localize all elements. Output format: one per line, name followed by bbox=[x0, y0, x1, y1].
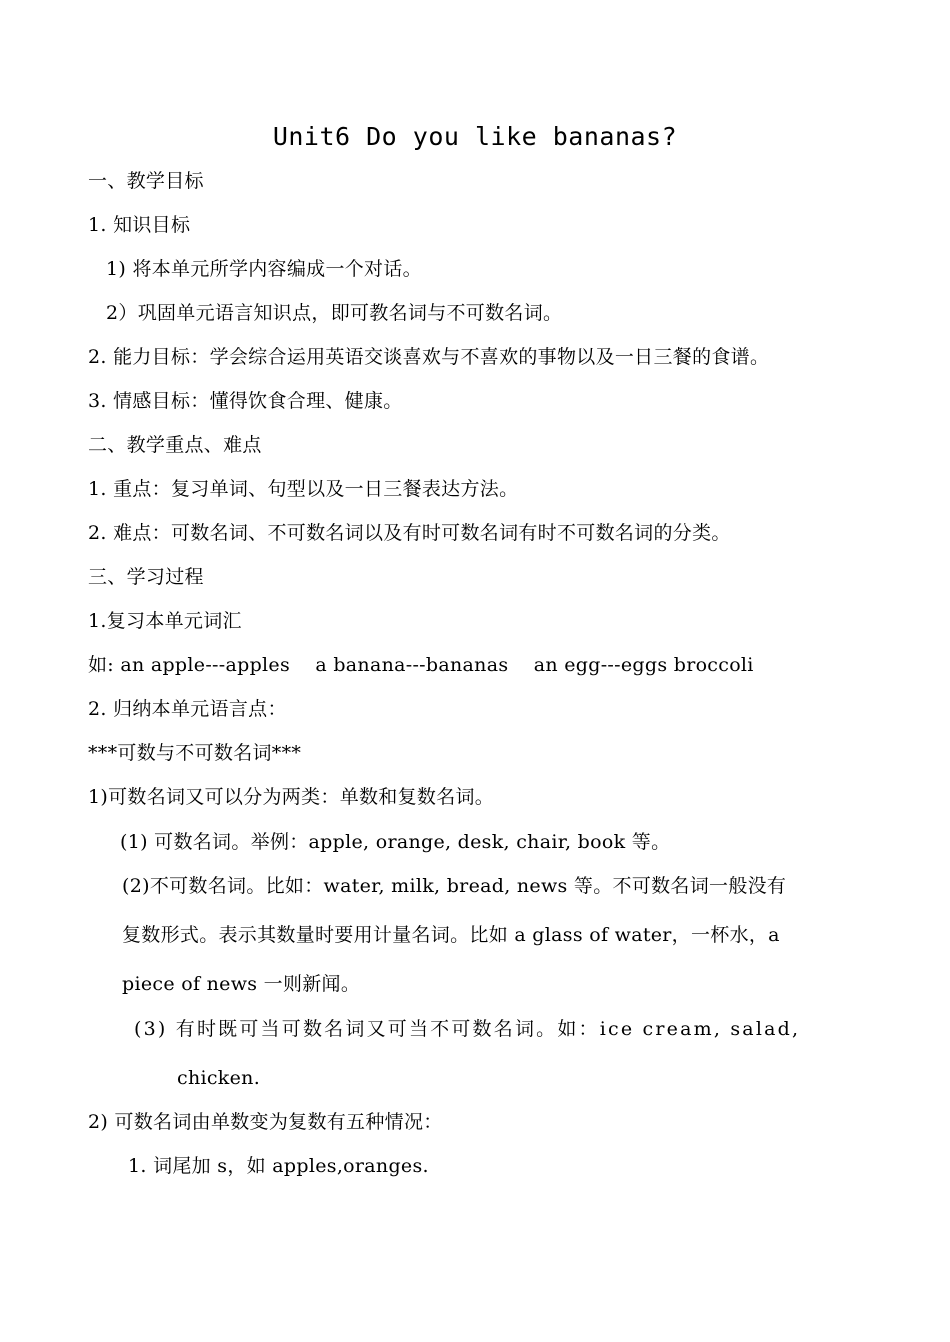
uncountable-noun-line-3: piece of news 一则新闻。 bbox=[122, 973, 361, 995]
emotion-objective: 3. 情感目标：懂得饮食合理、健康。 bbox=[88, 390, 403, 412]
section-heading-key-points: 二、教学重点、难点 bbox=[88, 434, 262, 456]
both-noun-line-2: chicken. bbox=[177, 1067, 261, 1089]
uncountable-noun-line-1: (2)不可数名词。比如：water, milk, bread, news 等。不可数名词一般没有 bbox=[122, 875, 787, 897]
plural-rule-1: 1. 词尾加 s，如 apples,oranges. bbox=[128, 1155, 429, 1177]
uncountable-noun-line-2: 复数形式。表示其数量时要用计量名词。比如 a glass of water，一杯水，a bbox=[122, 924, 780, 946]
countable-noun-types: 1)可数名词又可以分为两类：单数和复数名词。 bbox=[88, 786, 495, 808]
ability-objective: 2. 能力目标：学会综合运用英语交谈喜欢与不喜欢的事物以及一日三餐的食谱。 bbox=[88, 346, 770, 368]
difficult-point: 2. 难点：可数名词、不可数名词以及有时可数名词有时不可数名词的分类。 bbox=[88, 522, 731, 544]
knowledge-objective-item-2: 2）巩固单元语言知识点，即可教名词与不可数名词。 bbox=[106, 302, 563, 324]
key-point: 1. 重点：复习单词、句型以及一日三餐表达方法。 bbox=[88, 478, 519, 500]
language-points-heading: 2. 归纳本单元语言点： bbox=[88, 698, 287, 720]
knowledge-objective-item-1: 1) 将本单元所学内容编成一个对话。 bbox=[106, 258, 422, 280]
knowledge-objective-heading: 1. 知识目标 bbox=[88, 214, 191, 236]
both-noun-line-1: (3) 有时既可当可数名词又可当不可数名词。如：ice cream, salad, bbox=[134, 1018, 801, 1040]
countable-uncountable-heading: ***可数与不可数名词*** bbox=[88, 742, 302, 764]
document-title: Unit6 Do you like bananas? bbox=[272, 122, 678, 151]
section-heading-objectives: 一、教学目标 bbox=[88, 170, 204, 192]
countable-noun-examples: (1) 可数名词。举例：apple, orange, desk, chair, book 等。 bbox=[120, 831, 671, 853]
vocabulary-examples: 如: an apple---apples a banana---bananas an egg---eggs broccoli bbox=[88, 654, 754, 676]
section-heading-process: 三、学习过程 bbox=[88, 566, 204, 588]
vocabulary-review-heading: 1.复习本单元词汇 bbox=[88, 610, 242, 632]
plural-rules-heading: 2) 可数名词由单数变为复数有五种情况： bbox=[88, 1111, 443, 1133]
